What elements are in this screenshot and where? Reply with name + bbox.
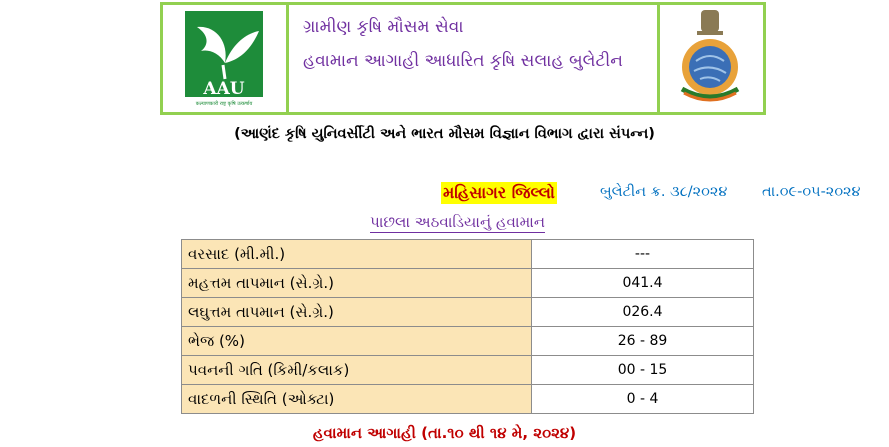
aau-logo (163, 5, 289, 112)
table-row-value: 00 - 15 (532, 356, 754, 385)
table-row-label: વરસાદ (મી.મી.) (182, 240, 532, 269)
aau-logo-tagline: कल्याणकारी राष्ट्र कृषि उत्कर्षाय (195, 101, 253, 107)
bulletin-title: હવામાન આગાહી આધારિત કૃષિ સલાહ બુલેટીન (303, 51, 623, 71)
aau-logo-text: AAU (203, 79, 245, 99)
table-row-label: વાદળની સ્થિતિ (ઓક્ટા) (182, 385, 532, 414)
previous-week-heading: પાછલા અઠવાડિયાનું હવામાન (370, 213, 546, 231)
imd-emblem (657, 5, 763, 112)
forecast-heading: હવામાન આગાહી (તા.૧૦ થી ૧૪ મે, ૨૦૨૪) (312, 424, 577, 442)
bulletin-date: તા.૦૯-૦૫-૨૦૨૪ (762, 184, 861, 200)
table-row-value: 026.4 (532, 298, 754, 327)
table-row (182, 356, 754, 385)
table-row-label: મહત્તમ તાપમાન (સે.ગ્રે.) (182, 269, 532, 298)
table-row (182, 385, 754, 414)
header-banner (160, 2, 766, 115)
collaboration-subtitle: (આણંદ કૃષિ યુનિવર્સીટી અને ભારત મૌસમ વિજ્ઞાન વિભાગ દ્વારા સંપન્ન) (234, 126, 655, 142)
table-row (182, 298, 754, 327)
table-row-value: 041.4 (532, 269, 754, 298)
table-row (182, 327, 754, 356)
table-row-value: --- (532, 240, 754, 269)
table-row-label: ભેજ (%) (182, 327, 532, 356)
table-row-value: 0 - 4 (532, 385, 754, 414)
table-row-value: 26 - 89 (532, 327, 754, 356)
aau-logo-icon (163, 5, 283, 109)
table-row-label: પવનની ગતિ (કિમી/કલાક) (182, 356, 532, 385)
imd-emblem-icon (660, 5, 760, 109)
bulletin-number: બુલેટીન ક્ર. ૩૮/૨૦૨૪ (600, 184, 728, 200)
service-title: ગ્રામીણ કૃષિ મૌસમ સેવા (303, 17, 464, 37)
previous-week-weather-table (181, 239, 754, 414)
table-row-label: લઘુત્તમ તાપમાન (સે.ગ્રે.) (182, 298, 532, 327)
table-row (182, 269, 754, 298)
table-row (182, 240, 754, 269)
district-name: મહિસાગર જિલ્લો (443, 183, 555, 202)
